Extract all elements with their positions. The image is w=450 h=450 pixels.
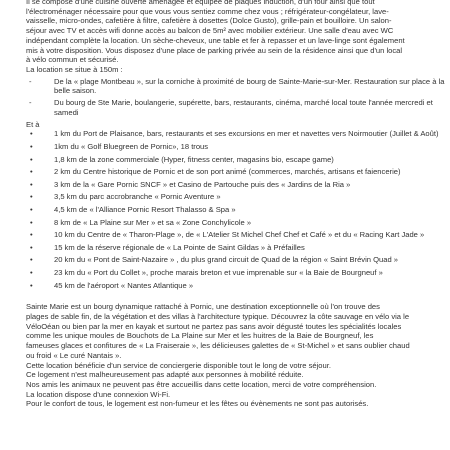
bullet-marker: •	[30, 205, 33, 214]
dash-marker: -	[29, 76, 32, 86]
description-paragraph	[26, 302, 446, 409]
document-body	[26, 0, 446, 409]
distance-item-text: 1km du « Golf Bluegreen de Pornic», 18 trous	[54, 141, 209, 151]
bullet-marker: •	[30, 255, 33, 265]
distance-item-text: 2 km du Centre historique de Pornic et de son port animé (commerces, marchés, artisans et faiencerie)	[54, 167, 401, 177]
distance-item-text: 23 km du « Port du Collet », proche marais breton et vue imprenable sur « la Baie de Bourgneuf »	[54, 268, 383, 278]
intro-line: vaisselle, micro-ondes, cafetière à filtre, cafetière à dosettes (Dolce Gusto), grille-pain et bouilloire. Un salon-	[26, 16, 392, 26]
location-item	[26, 77, 446, 96]
distance-item-text: 8 km de « La Plaine sur Mer » et sa « Zone Conchylicole »	[54, 217, 252, 227]
intro-line: Il se compose d'une cuisine ouverte aménagée et équipée de plaques induction, d'un four ainsi que tout	[26, 0, 375, 6]
description-line: Sainte Marie est un bourg dynamique rattaché à Pornic, une destination exceptionnelle où l'on trouve des	[26, 302, 380, 312]
bullet-marker: •	[30, 230, 33, 240]
distance-item	[26, 142, 446, 152]
distance-item-text: 3,5 km du parc accrobranche « Pornic Aventure »	[54, 192, 221, 202]
distance-list	[26, 129, 446, 290]
dash-marker: -	[29, 98, 32, 108]
bullet-marker: •	[30, 129, 33, 139]
intro-paragraph	[26, 0, 446, 65]
distance-item-text: 1 km du Port de Plaisance, bars, restaurants et ses excursions en mer et navettes vers Noirmoutier (Juillet & Août)	[54, 129, 439, 139]
distance-item	[26, 218, 446, 228]
distance-item	[26, 129, 446, 139]
distance-item	[26, 155, 446, 165]
description-line: ou froid « Le curé Nantais ».	[26, 350, 122, 360]
distance-item-text: 15 km de la réserve régionale de « La Pointe de Saint Gildas » à Préfailles	[54, 242, 305, 252]
distance-item	[26, 243, 446, 253]
description-line: Ce logement n'est malheureusement pas adapté aux personnes à mobilité réduite.	[26, 370, 304, 380]
bullet-marker: •	[30, 179, 33, 189]
bullet-marker: •	[30, 154, 33, 164]
distance-item	[26, 205, 446, 215]
bullet-marker: •	[30, 167, 33, 177]
intro-line: l'électroménager nécessaire pour que vous vous sentiez comme chez vous ; réfrigérateur-congélateur, lave-	[26, 6, 389, 16]
description-line: Cette location bénéficie d'un service de conciergerie disponible tout le long de votre séjour.	[26, 360, 331, 370]
distance-item-text: 3 km de la « Gare Pornic SNCF » et Casino de Partouche puis des « Jardins de la Ria »	[54, 179, 351, 189]
distance-item	[26, 230, 446, 240]
bullet-marker: •	[30, 268, 33, 278]
intro-line: à vélo commun et sécurisé.	[26, 55, 119, 65]
distance-item-text: 10 km du Centre de « Tharon-Plage », de « L'Atelier St Michel Chef Chef et Café » et du « Racing Kart Jade »	[54, 230, 425, 240]
distance-item	[26, 255, 446, 265]
distance-item	[26, 180, 446, 190]
bullet-marker: •	[30, 141, 33, 151]
location-item	[26, 98, 446, 117]
description-line: La location dispose d'une connexion Wi-Fi.	[26, 389, 171, 399]
description-line: fameuses glaces et confitures de « La Fraiseraie », les délicieuses galettes de « St-Michel » et sans oublier chaud	[26, 341, 410, 351]
description-line: VéloOéan ou bien par la mer en kayak et surtout ne partez pas sans avoir dégusté toutes les spécialités locales	[26, 321, 402, 331]
distance-item-text: 20 km du « Pont de Saint-Nazaire » , du plus grand circuit de Quad de la région « Saint Brévin Quad »	[54, 255, 399, 265]
distance-item	[26, 167, 446, 177]
intro-line: indépendant complète la location. Un sèche-cheveux, une table et fer à repasser et un lave-linge sont également	[26, 35, 405, 45]
distance-item	[26, 268, 446, 278]
bullet-marker: •	[30, 217, 33, 227]
location-heading: La location se situe à 150m :	[26, 65, 123, 75]
spacer	[26, 293, 446, 302]
distance-item	[26, 192, 446, 202]
et-label: Et à	[26, 119, 40, 129]
distance-item-text: 1,8 km de la zone commerciale (Hyper, fitness center, magasins bio, escape game)	[54, 154, 334, 164]
intro-line: mis à votre disposition. Vous disposez d'une place de parking privée au sein de la résidence ainsi que d'un local	[26, 45, 403, 55]
description-line: plages de sable fin, de la végétation et des villas à l'architecture typique. Découvrez la côte sauvage en vélo via le	[26, 311, 410, 321]
location-item-text: De la « plage Montbeau », sur la corniche à proximité de bourg de Sainte-Marie-sur-Mer. Restauration sur place à la belle saison.	[54, 76, 445, 96]
bullet-marker: •	[30, 192, 33, 202]
bullet-marker: •	[30, 280, 33, 290]
location-item-text: Du bourg de Ste Marie, boulangerie, supérette, bars, restaurants, cinéma, marché local toute l'année mercredi et samedi	[54, 98, 433, 117]
intro-line: séjour avec TV et accès wifi donne accès au balcon de 5m² avec mobilier extérieur. Une salle d'eau avec WC	[26, 26, 394, 36]
bullet-marker: •	[30, 242, 33, 252]
description-line: comme les unique moules de Bouchots de La Plaine sur Mer et les huitres de la Baie de Bourgneuf, les	[26, 331, 374, 341]
distance-item-text: 4,5 km de « l'Alliance Pornic Resort Thalasso & Spa »	[54, 205, 236, 214]
description-line: Pour le confort de tous, le logement est non-fumeur et les fêtes ou évènements ne sont pas autorisés.	[26, 399, 369, 409]
description-line: Nos amis les animaux ne peuvent pas être accueillis dans cette location, merci de votre compréhension.	[26, 380, 377, 390]
distance-item	[26, 281, 446, 291]
distance-item-text: 45 km de l'aéroport « Nantes Atlantique »	[54, 280, 194, 290]
location-list	[26, 77, 446, 118]
